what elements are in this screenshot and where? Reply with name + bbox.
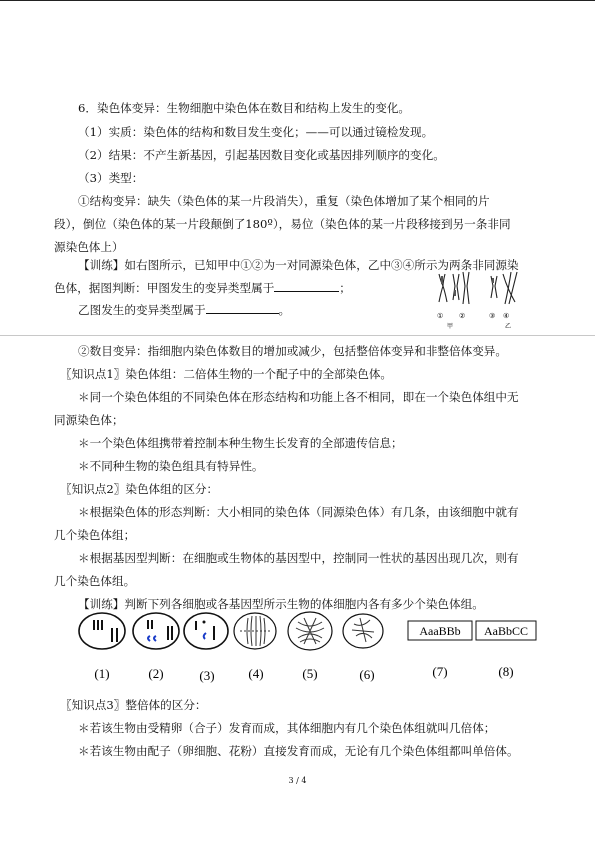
fig1-label-1: ① — [437, 312, 444, 320]
fig2-label-7: (7) — [432, 664, 448, 679]
line-13: ＊同一个染色体组的不同染色体在形态结构和功能上各不相同，即在一个染色体组中无 — [78, 390, 519, 404]
line-14: 同源染色体； — [54, 413, 124, 427]
fig2-label-5: (5) — [302, 666, 318, 681]
fig1-label-yi: 乙 — [505, 323, 512, 330]
fig1-label-jia: 甲 — [447, 323, 454, 330]
line-17: 〖知识点2〗染色体组的区分： — [60, 482, 219, 496]
line-23: 〖知识点3〗整倍体的区分： — [60, 698, 207, 712]
line-18: ＊根据染色体的形态判断：大小相同的染色体（同源染色体）有几条，由该细胞中就有 — [78, 505, 519, 519]
line-7: 源染色体上） — [54, 240, 124, 254]
line-8: 【训练】如右图所示，已知甲中①②为一对同源染色体，乙中③④所示为两条非同源染 — [78, 258, 519, 272]
fig2-label-2: (2) — [148, 666, 164, 681]
genotype-8: AaBbCC — [483, 624, 529, 638]
line-4: （3）类型： — [78, 171, 144, 185]
line-5: ①结构变异：缺失（染色体的某一片段消失），重复（染色体增加了某个相同的片 — [78, 194, 490, 208]
line-15: ＊一个染色体组携带着控制本种生物生长发育的全部遗传信息； — [78, 436, 403, 450]
fig2-label-6: (6) — [359, 667, 375, 682]
header-rule — [0, 0, 595, 1]
chromosome-variation-figure — [433, 268, 533, 332]
fig1-label-4: ④ — [503, 312, 510, 320]
page-number: 3 / 4 — [288, 776, 307, 785]
line-11: ②数目变异：指细胞内染色体数目的增加或减少，包括整倍体变异和非整倍体变异。 — [78, 344, 507, 358]
line-21: 几个染色体组。 — [54, 574, 136, 588]
line-22: 【训练】判断下列各细胞或各基因型所示生物的体细胞内各有多少个染色体组。 — [78, 597, 484, 611]
line-6: 段），倒位（染色体的某一片段颠倒了180º），易位（染色体的某一片段移接到另一条非同 — [54, 217, 511, 231]
cell-1 — [79, 613, 125, 649]
line-25: ＊若该生物由配子（卵细胞、花粉）直接发育而成，无论有几个染色体组都叫单倍体。 — [78, 744, 519, 758]
answer-blank-2 — [206, 302, 279, 314]
fig2-label-1: (1) — [94, 666, 110, 681]
line-2: （1）实质：染色体的结构和数目发生变化；——可以通过镜检发现。 — [78, 125, 434, 139]
fig1-label-2: ② — [459, 312, 466, 320]
line-10: 乙图发生的变异类型属于 。 — [78, 303, 291, 317]
genotype-7: AaaBBb — [419, 624, 461, 638]
fig2-label-4: (4) — [248, 666, 264, 681]
line-12: 〖知识点1〗染色体组：二倍体生物的一个配子中的全部染色体。 — [60, 367, 393, 381]
line-1: 6．染色体变异：生物细胞中染色体在数目和结构上发生的变化。 — [78, 101, 411, 115]
line-9: 色体，据图判断：甲图发生的变异类型属于 ； — [54, 281, 351, 295]
line-16: ＊不同种生物的染色组具有特异性。 — [78, 459, 264, 473]
line-19: 几个染色体组； — [54, 528, 136, 542]
fig2-label-3: (3) — [199, 668, 215, 683]
section-divider — [0, 335, 595, 336]
line-24: ＊若该生物由受精卵（合子）发育而成，其体细胞内有几个染色体组就叫几倍体； — [78, 721, 496, 735]
answer-blank-1 — [274, 280, 339, 292]
cell-3 — [184, 613, 228, 649]
line-3: （2）结果：不产生新基因，引起基因数目变化或基因排列顺序的变化。 — [78, 148, 445, 162]
fig1-label-3: ③ — [489, 312, 496, 320]
line-20: ＊根据基因型判断：在细胞或生物体的基因型中，控制同一性状的基因出现几次，则有 — [78, 551, 519, 565]
fig2-label-8: (8) — [498, 664, 514, 679]
chromosome-set-figure — [78, 608, 538, 690]
